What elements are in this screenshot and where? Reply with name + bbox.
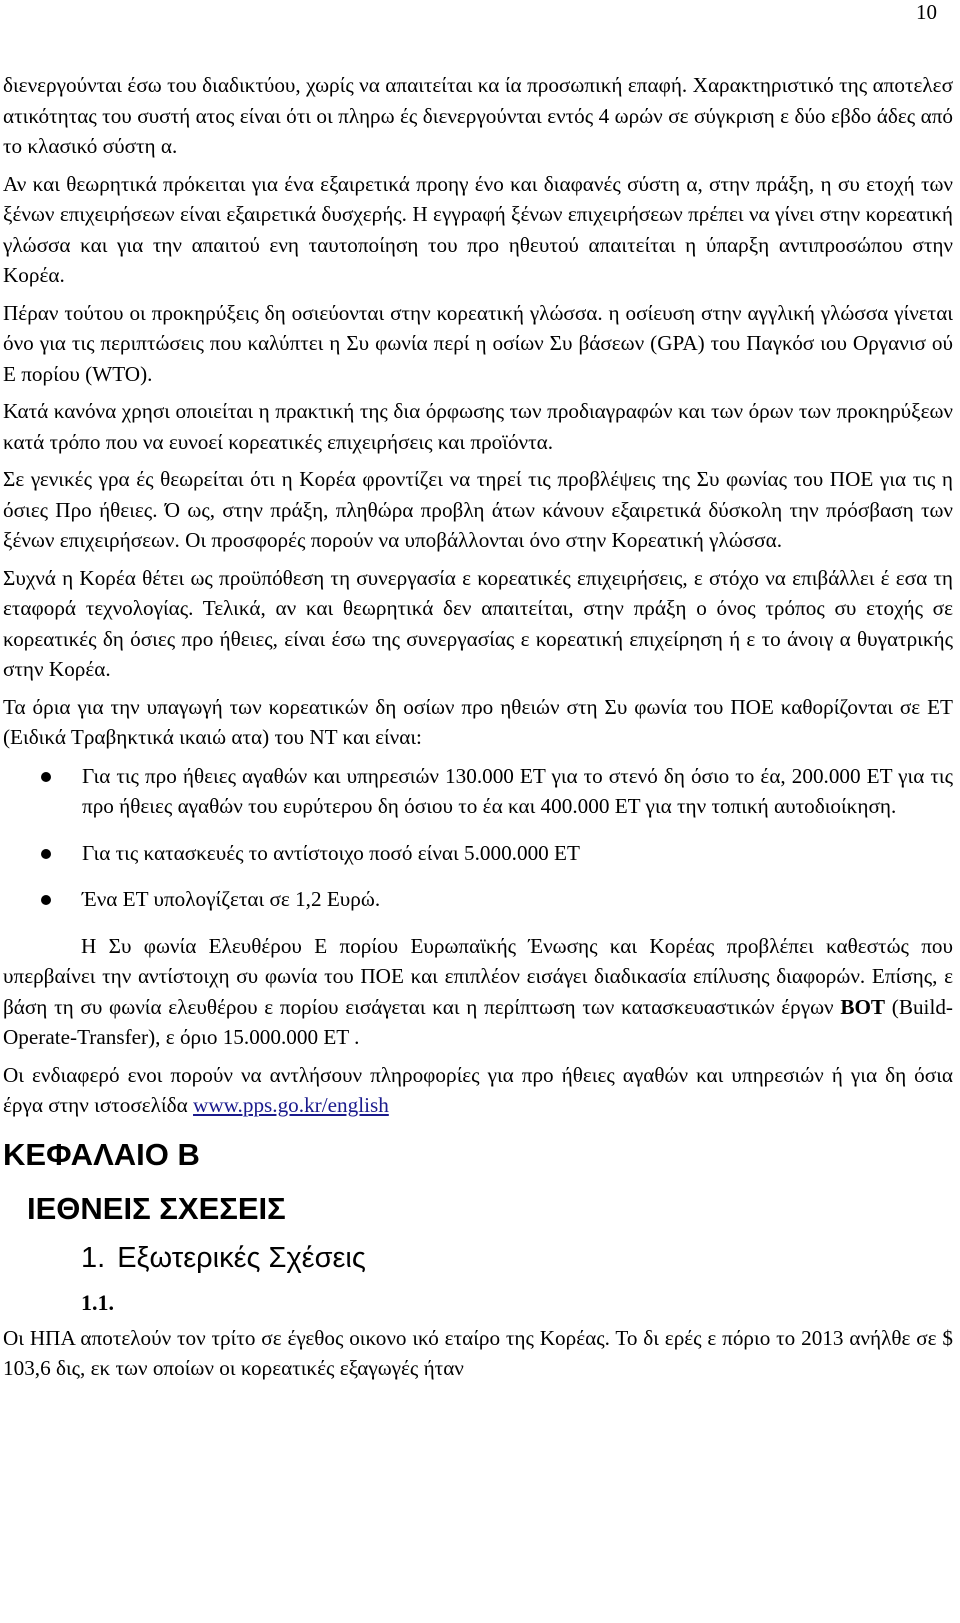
- website-intro-text: Οι ενδιαφερό ενοι πορούν να αντλήσουν πληροφορίες για προ ήθειες αγαθών και υπηρεσιών ή για δη όσια έργα στην ιστοσελίδα: [3, 1062, 953, 1117]
- document-body: [3, 70, 953, 1391]
- section-title: ΙΕΘΝΕΙΣ ΣΧΕΣΕΙΣ: [27, 1190, 286, 1226]
- bullet-icon: [41, 772, 51, 782]
- paragraph-eu-korea-fta: [3, 931, 953, 1053]
- list-item: [3, 761, 953, 822]
- bullet-icon: [41, 895, 51, 905]
- pps-website-link[interactable]: www.pps.go.kr/english: [193, 1093, 389, 1117]
- bullet-icon: [41, 849, 51, 859]
- page-number: 10: [916, 0, 937, 24]
- list-item-text: Ένα ΕΤ υπολογίζεται σε 1,2 Ευρώ.: [82, 887, 381, 911]
- subsection-label: Εξωτερικές Σχέσεις: [117, 1241, 366, 1274]
- paragraph-thresholds-intro: Τα όρια για την υπαγωγή των κορεατικών δη οσίων προ ηθειών στη Συ φωνία του ΠΟΕ καθορίζονται σε ΕΤ (Ειδικά Τραβηκτικά ικαιώ ατα) του ΝΤ και είναι:: [3, 694, 953, 749]
- list-item: [3, 884, 953, 915]
- list-item-text: Για τις κατασκευές το αντίστοιχο ποσό είναι 5.000.000 ΕΤ: [82, 840, 580, 865]
- paragraph-system-transparency: Αν και θεωρητικά πρόκειται για ένα εξαιρετικά προηγ ένο και διαφανές σύστη α, στην πράξη, η συ ετοχή των ξένων επιχειρήσεων είναι εξαιρετικά δυσχερής. Η εγγραφή ξένων επιχειρήσεων πρέπει να γίνει στην κορεατική γλώσσα και για την απαιτού ενη ταυτοποίηση του προ ηθευτού απαιτείται η ύπαρξη αντιπροσώπου στην Κορέα.: [3, 171, 953, 287]
- paragraph-cooperation-requirement: Συχνά η Κορέα θέτει ως προϋπόθεση τη συνεργασία ε κορεατικές επιχειρήσεις, ε στόχο να επιβάλλει έ εσα τη εταφορά τεχνολογίας. Τελικά, αν και θεωρητικά δεν απαιτείται, στην πράξη ο όνος τρόπος συ ετοχής σε κορεατικές δη όσιες προ ήθειες, είναι έσω της συνεργασίας ε κορεατική επιχείρηση ή ε το άνοιγ α θυγατρικής στην Κορέα.: [3, 565, 953, 681]
- paragraph-wto-compliance: Σε γενικές γρα ές θεωρείται ότι η Κορέα φροντίζει να τηρεί τις προβλέψεις της Συ φωνίας του ΠΟΕ για τις η όσιες Προ ήθειες. Ό ως, στην πράξη, πληθώρα προβλη άτων κάνουν εξαιρετικά δύσκολη την πρόσβαση των ξένων επιχειρήσεων. Οι προσφορές πορούν να υποβάλλονται όνο στην Κορεατική γλώσσα.: [3, 467, 953, 552]
- chapter-title: ΚΕΦΑΛΑΙΟ Β: [3, 1136, 200, 1172]
- fta-text-start: Η Συ φωνία Ελευθέρου Ε πορίου Ευρωπαϊκής Ένωσης και Κορέας προβλέπει καθεστώς που υπερβαίνει την αντίστοιχη συ φωνία του ΠΟΕ και επιπλέον εισάγει διαδικασία επίλυσης διαφορών. Επίσης, ε βάση τη συ φωνία ελευθέρου ε πορίου εισάγεται και η περίπτωση των κατασκευαστικών έργων: [3, 933, 953, 1019]
- bot-term: BOT: [840, 994, 886, 1019]
- thresholds-list: [3, 761, 953, 915]
- subsubsection-number: 1.1.: [81, 1289, 114, 1315]
- paragraph-internet-payments: διενεργούνται έσω του διαδικτύου, χωρίς να απαιτείται κα ία προσωπική επαφή. Χαρακτηριστικό της αποτελεσ ατικότητας του συστή ατος είναι ότι οι πληρω ές διενεργούνται εντός 4 ωρών σε σύγκριση ε δύο εβδο άδες από το κλασικό σύστη α.: [3, 73, 953, 158]
- subsection-title: [81, 1241, 953, 1275]
- paragraph-usa-trade: Οι ΗΠΑ αποτελούν τον τρίτο σε έγεθος οικονο ικό εταίρο της Κορέας. Το δι ερές ε πόριο το 2013 ανήλθε σε $ 103,6 δις, εκ των οποίων οι κορεατικές εξαγωγές ήταν: [3, 1325, 953, 1380]
- paragraph-info-website: [3, 1060, 953, 1121]
- paragraph-announcements-language: Πέραν τούτου οι προκηρύξεις δη οσιεύονται στην κορεατική γλώσσα. η οσίευση στην αγγλική γλώσσα γίνεται όνο για τις περιπτώσεις που καλύπτει η Συ φωνία περί η οσίων Συ βάσεων (GPA) του Παγκόσ ιου Οργανισ ού Ε πορίου (WTO).: [3, 300, 953, 386]
- paragraph-specifications-practice: Κατά κανόνα χρησι οποιείται η πρακτική της δια όρφωσης των προδιαγραφών και των όρων των προκηρύξεων κατά τρόπο που να ευνοεί κορεατικές επιχειρήσεις και προϊόντα.: [3, 399, 953, 454]
- list-item: [3, 838, 953, 869]
- subsection-number: 1.: [81, 1241, 106, 1274]
- fta-text-end: (Build-Operate-Transfer), ε όριο 15.000.000 ΕΤ .: [3, 994, 953, 1049]
- list-item-text: Για τις προ ήθειες αγαθών και υπηρεσιών 130.000 ΕΤ για το στενό δη όσιο το έα, 200.000 ΕΤ για τις προ ήθειες αγαθών του ευρύτερου δη όσιου το έα και 400.000 ΕΤ για την τοπική αυτοδιοίκηση.: [82, 763, 953, 818]
